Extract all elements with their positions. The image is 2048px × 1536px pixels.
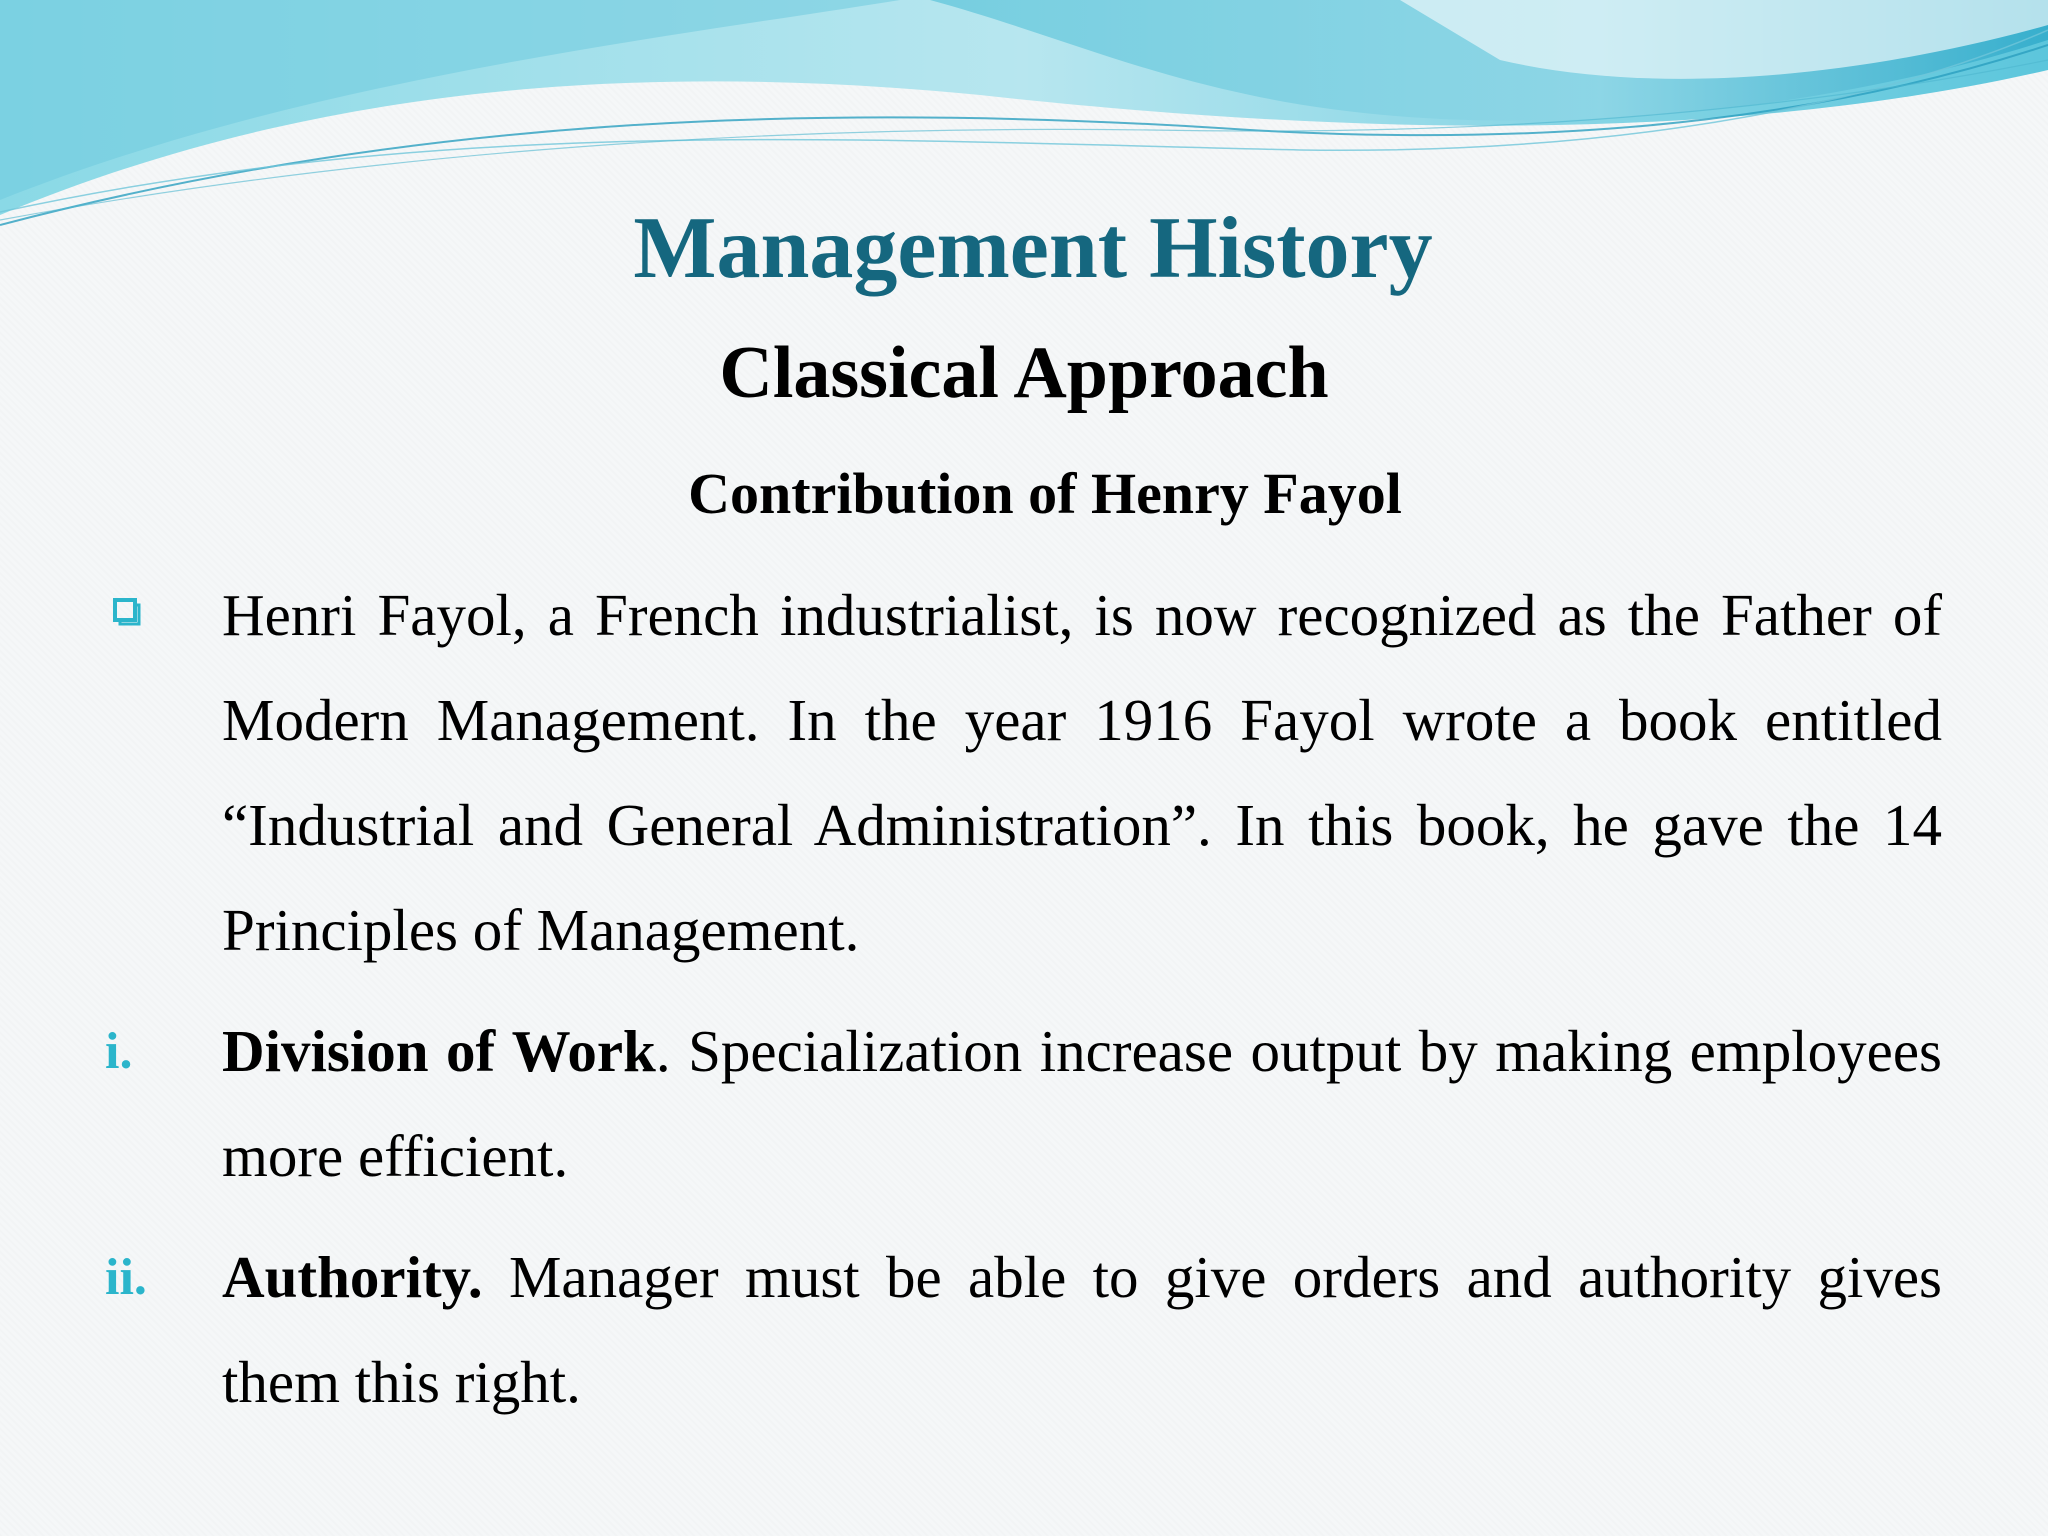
list-marker: ii. <box>105 1249 147 1306</box>
principle-item <box>222 1225 1942 1435</box>
principle-text: . Specialization increase output by making employees more efficient. <box>222 1018 1942 1189</box>
list-marker: i. <box>105 1023 133 1080</box>
intro-paragraph: Henri Fayol, a French industrialist, is now recognized as the Father of Modern Management. In the year 1916 Fayol wrote a book entitled “Industrial and General Administration”. In this book, he gave the 14 Principles of Management. <box>222 582 1942 963</box>
section-subtitle: Classical Approach <box>719 332 1329 414</box>
principle-item <box>222 999 1942 1209</box>
principle-text: Manager must be able to give orders and authority gives them this right. <box>222 1244 1942 1415</box>
section-subheading: Contribution of Henry Fayol <box>688 461 1402 526</box>
checkbox-square-icon <box>112 597 142 627</box>
page-title: Management History <box>633 200 1433 297</box>
principle-term: Authority. <box>222 1244 483 1310</box>
principle-term: Division of Work <box>222 1018 656 1084</box>
